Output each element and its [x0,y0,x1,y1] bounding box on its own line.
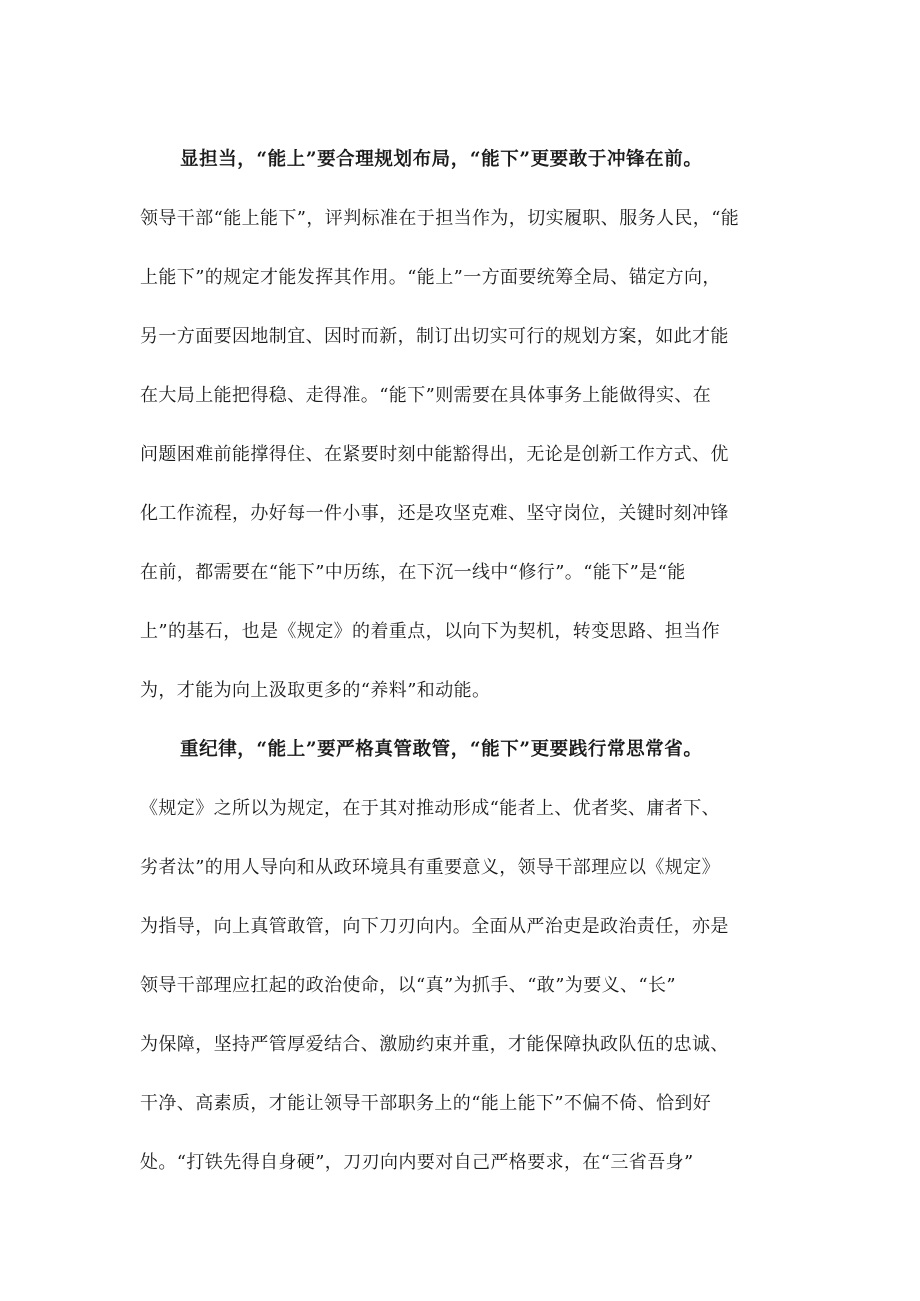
paragraph-line: 在前，都需要在“能下”中历练，在下沉一线中“修行”。“能下”是“能 [140,562,686,583]
paragraph-line: 《规定》之所以为规定，在于其对推动形成“能者上、优者奖、庸者下、 [140,798,720,819]
paragraph-line: 上”的基石，也是《规定》的着重点，以向下为契机，转变思路、担当作 [140,621,720,642]
paragraph-line: 在大局上能把得稳、走得准。“能下”则需要在具体事务上能做得实、在 [140,385,712,406]
document-body [140,130,800,1192]
paragraph-line: 问题困难前能撑得住、在紧要时刻中能豁得出，无论是创新工作方式、优 [140,444,729,465]
paragraph-line: 化工作流程，办好每一件小事，还是攻坚克难、坚守岗位，关键时刻冲锋 [140,503,729,524]
paragraph-line: 领导干部理应扛起的政治使命，以“真”为抓手、“敢”为要义、“长” [140,975,677,996]
paragraph-line: 为保障，坚持严管厚爱结合、激励约束并重，才能保障执政队伍的忠诚、 [140,1034,729,1055]
paragraph-line: 另一方面要因地制宜、因时而新，制订出切实可行的规划方案，如此才能 [140,326,729,347]
paragraph-line: 为指导，向上真管敢管，向下刀刃向内。全面从严治吏是政治责任，亦是 [140,916,729,937]
section-heading: 重纪律，“能上”要严格真管敢管，“能下”更要践行常思常省。 [180,739,703,760]
paragraph-line: 处。“打铁先得自身硬”，刀刃向内要对自己严格要求，在“三省吾身” [140,1152,694,1173]
paragraph-line: 劣者汰”的用人导向和从政环境具有重要意义，领导干部理应以《规定》 [140,857,720,878]
paragraph-line: 领导干部“能上能下”，评判标准在于担当作为，切实履职、服务人民，“能 [140,208,740,229]
paragraph-line: 为，才能为向上汲取更多的“养料”和动能。 [140,680,491,701]
paragraph-line: 上能下”的规定才能发挥其作用。“能上”一方面要统筹全局、锚定方向， [140,267,721,288]
section-heading: 显担当，“能上”要合理规划布局，“能下”更要敢于冲锋在前。 [180,149,703,170]
paragraph-line: 干净、高素质，才能让领导干部职务上的“能上能下”不偏不倚、恰到好 [140,1093,712,1114]
